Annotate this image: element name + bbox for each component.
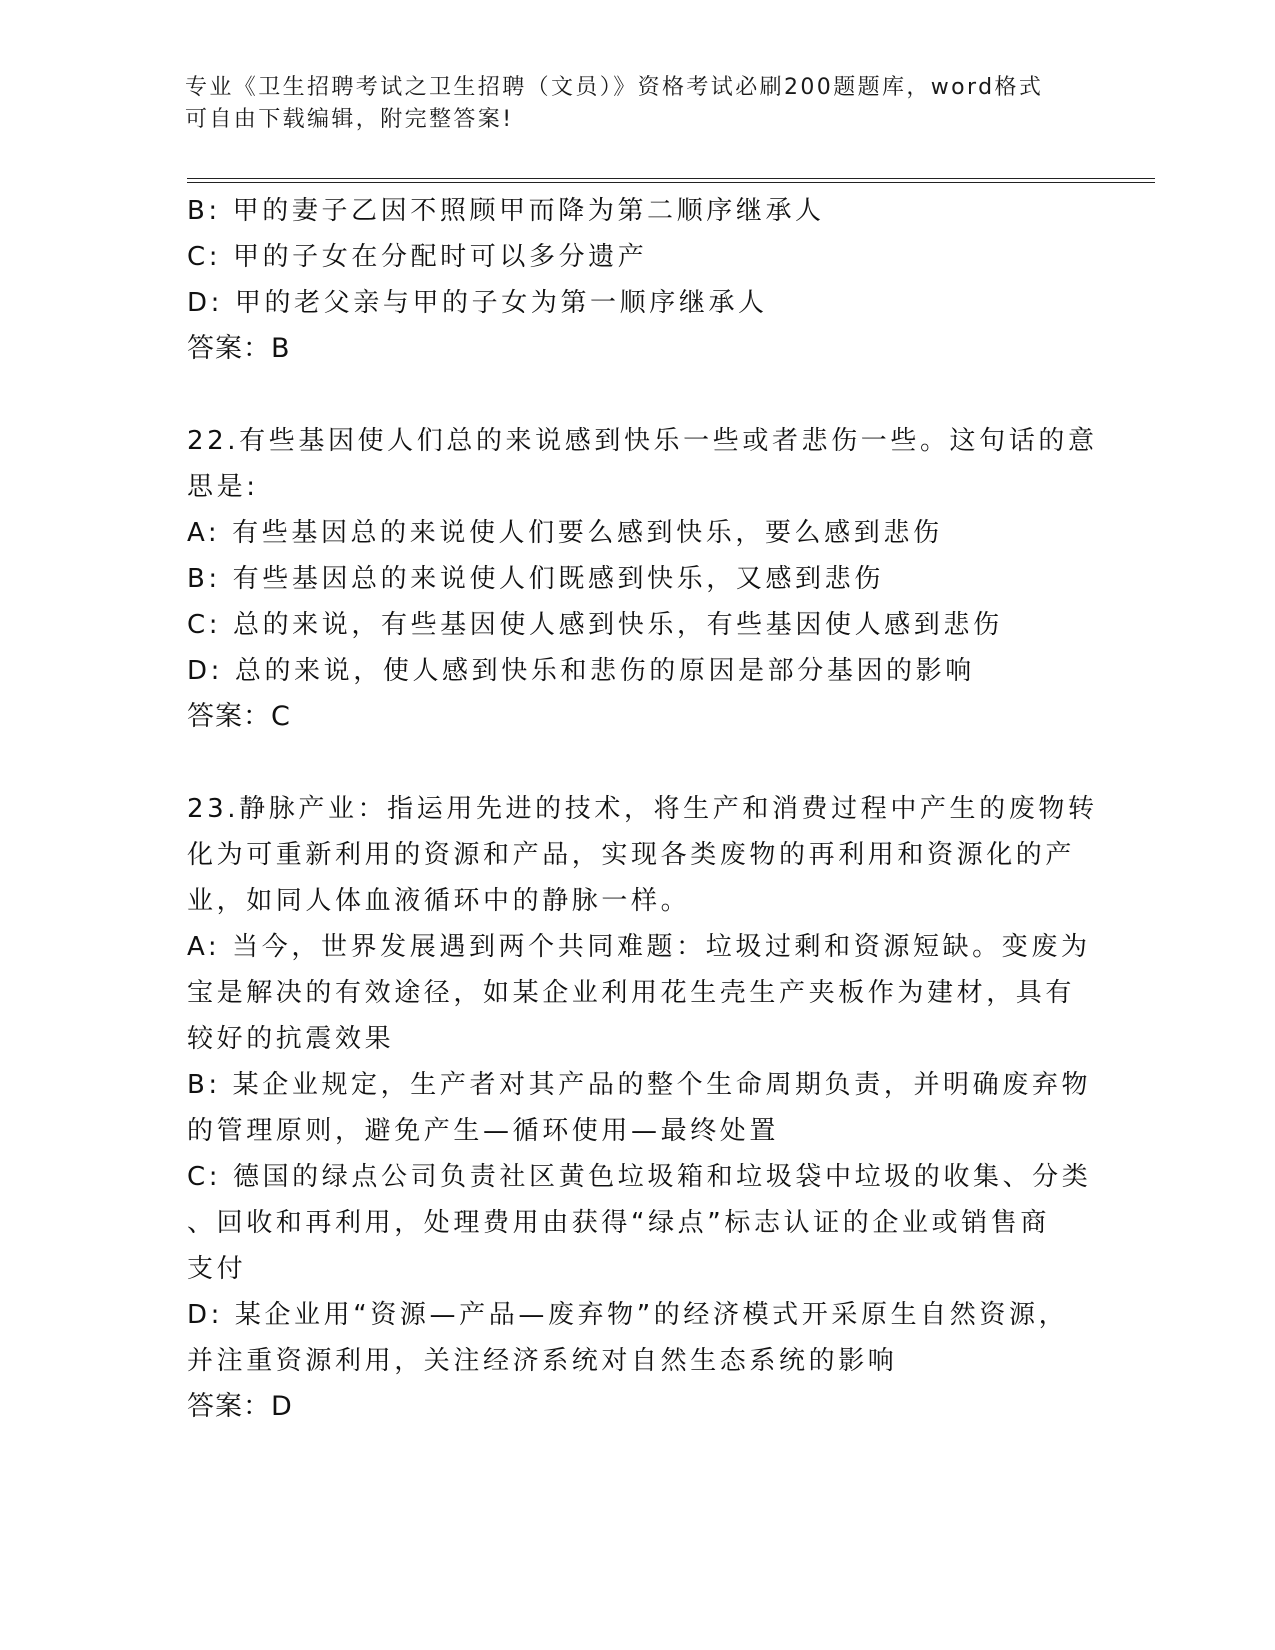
document-header [185,72,1065,136]
document-body [187,188,1098,1430]
spacer [187,372,1087,418]
q23-stem-line-2: 化为可重新利用的资源和产品，实现各类废物的再利用和资源化的产 [187,840,1076,870]
q23-option-a-line-2: 宝是解决的有效途径，如某企业利用花生壳生产夹板作为建材，具有 [187,978,1076,1008]
q22-option-d: D: 总的来说，使人感到快乐和悲伤的原因是部分基因的影响 [187,656,975,686]
q23-option-d-line-2: 并注重资源利用，关注经济系统对自然生态系统的影响 [187,1346,898,1376]
q22-option-a: A: 有些基因总的来说使人们要么感到快乐，要么感到悲伤 [187,518,943,548]
q23-option-a-line-1: A: 当今，世界发展遇到两个共同难题：垃圾过剩和资源短缺。变废为 [187,932,1091,962]
q23-option-b-line-1: B: 某企业规定，生产者对其产品的整个生命周期负责，并明确废弃物 [187,1070,1092,1100]
q22-option-c: C: 总的来说，有些基因使人感到快乐，有些基因使人感到悲伤 [187,610,1003,640]
q23-stem-line-3: 业，如同人体血液循环中的静脉一样。 [187,886,691,916]
q23-option-d-line-1: D: 某企业用“资源—产品—废弃物”的经济模式开采原生自然资源， [187,1300,1069,1330]
question-22 [187,418,1098,740]
header-divider-bottom [187,182,1155,183]
q23-option-c-line-1: C: 德国的绿点公司负责社区黄色垃圾箱和垃圾袋中垃圾的收集、分类 [187,1162,1092,1192]
q21-option-b: B: 甲的妻子乙因不照顾甲而降为第二顺序继承人 [187,196,825,226]
q23-option-c-line-2: 、回收和再利用，处理费用由获得“绿点”标志认证的企业或销售商 [187,1208,1050,1238]
header-divider-top [187,178,1155,179]
q21-option-d: D: 甲的老父亲与甲的子女为第一顺序继承人 [187,288,768,318]
q22-stem-line-1: 22.有些基因使人们总的来说感到快乐一些或者悲伤一些。这句话的意 [187,426,1098,456]
header-line-2: 可自由下载编辑，附完整答案! [185,107,514,132]
q22-stem-line-2: 思是: [187,472,259,502]
q21-option-c: C: 甲的子女在分配时可以多分遗产 [187,242,648,272]
q23-answer: 答案：D [187,1391,293,1422]
q22-option-b: B: 有些基因总的来说使人们既感到快乐，又感到悲伤 [187,564,884,594]
q23-stem-line-1: 23.静脉产业：指运用先进的技术，将生产和消费过程中产生的废物转 [187,794,1098,824]
question-23 [187,786,1098,1430]
question-21-continued [187,188,1087,372]
q21-answer: 答案：B [187,333,291,364]
header-line-1: 专业《卫生招聘考试之卫生招聘（文员）》资格考试必刷200题题库，word格式 [185,75,1044,100]
q23-option-a-line-3: 较好的抗震效果 [187,1024,395,1054]
spacer [187,740,1087,786]
q23-option-b-line-2: 的管理原则，避免产生—循环使用—最终处置 [187,1116,780,1146]
q23-option-c-line-3: 支付 [187,1254,247,1284]
q22-answer: 答案：C [187,701,291,732]
